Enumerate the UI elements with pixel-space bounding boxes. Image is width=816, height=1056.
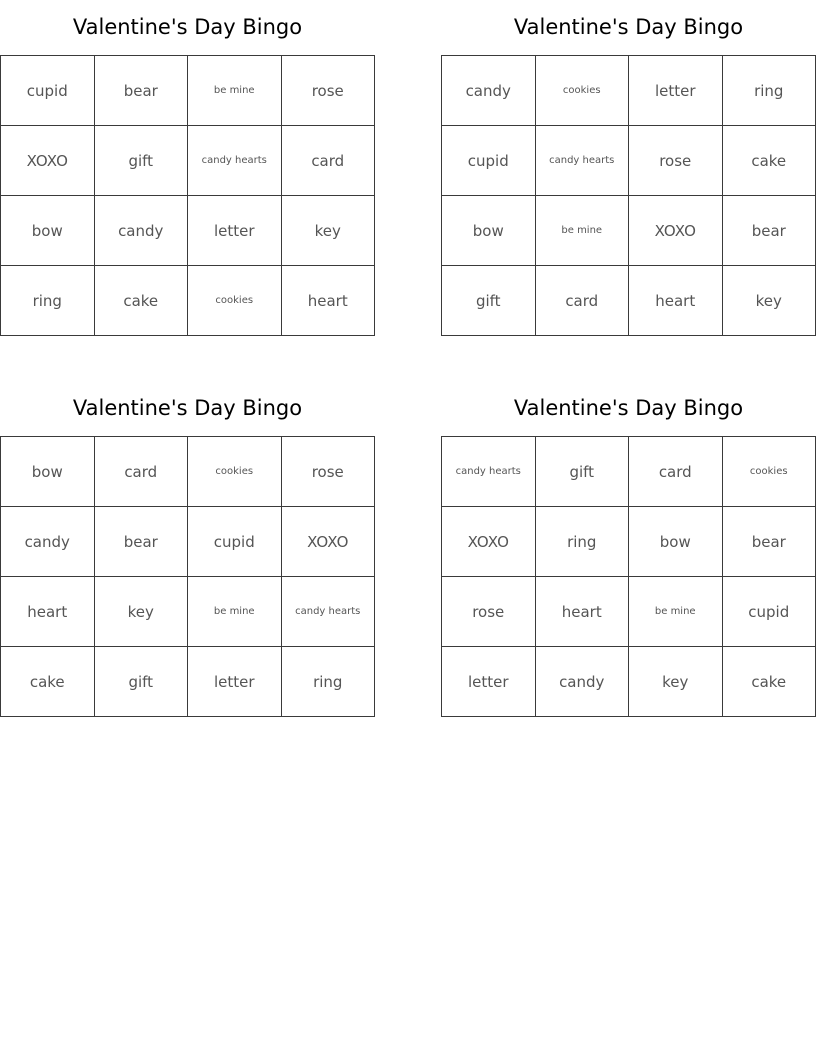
bingo-cell: letter	[629, 56, 723, 126]
bingo-cell: cupid	[723, 577, 816, 647]
bingo-cell: be mine	[188, 577, 282, 647]
bingo-cell: rose	[282, 56, 376, 126]
bingo-cell: key	[629, 647, 723, 717]
bingo-cell: heart	[629, 266, 723, 336]
bingo-cell: be mine	[188, 56, 282, 126]
bingo-cell: card	[282, 126, 376, 196]
bingo-cell: candy	[1, 507, 95, 577]
bingo-cell: candy hearts	[282, 577, 376, 647]
bingo-cell: be mine	[536, 196, 630, 266]
bingo-cell: gift	[536, 437, 630, 507]
bingo-cell: ring	[1, 266, 95, 336]
bingo-cell: XOXO	[629, 196, 723, 266]
bingo-cell: card	[629, 437, 723, 507]
bingo-cell: ring	[282, 647, 376, 717]
bingo-cell: cupid	[1, 56, 95, 126]
bingo-cell: bear	[723, 196, 816, 266]
bingo-card-4	[441, 381, 816, 717]
bingo-grid	[441, 436, 816, 717]
bingo-cell: cake	[723, 126, 816, 196]
bingo-cell: letter	[442, 647, 536, 717]
bingo-cell: rose	[282, 437, 376, 507]
bingo-cell: gift	[95, 126, 189, 196]
bingo-cell: card	[536, 266, 630, 336]
bingo-cell: bow	[442, 196, 536, 266]
bingo-cell: be mine	[629, 577, 723, 647]
bingo-card-3	[0, 381, 375, 717]
bingo-cell: cupid	[442, 126, 536, 196]
bingo-cell: candy hearts	[188, 126, 282, 196]
bingo-grid	[441, 55, 816, 336]
bingo-cell: bear	[723, 507, 816, 577]
card-title: Valentine's Day Bingo	[513, 396, 744, 420]
card-title: Valentine's Day Bingo	[72, 15, 303, 39]
bingo-cell: XOXO	[282, 507, 376, 577]
bingo-cell: ring	[536, 507, 630, 577]
bingo-cell: heart	[1, 577, 95, 647]
bingo-cell: cookies	[536, 56, 630, 126]
bingo-cell: cupid	[188, 507, 282, 577]
bingo-grid	[0, 436, 375, 717]
bingo-cell: cookies	[188, 266, 282, 336]
bingo-cell: gift	[442, 266, 536, 336]
bingo-cell: candy hearts	[442, 437, 536, 507]
bingo-cell: candy	[536, 647, 630, 717]
bingo-cell: bear	[95, 507, 189, 577]
bingo-cell: letter	[188, 647, 282, 717]
bingo-cell: gift	[95, 647, 189, 717]
bingo-cell: rose	[442, 577, 536, 647]
bingo-cell: heart	[536, 577, 630, 647]
bingo-cell: bow	[1, 437, 95, 507]
bingo-grid	[0, 55, 375, 336]
bingo-card-1	[0, 0, 375, 336]
bingo-cell: card	[95, 437, 189, 507]
bingo-cell: candy	[442, 56, 536, 126]
bingo-cell: cake	[1, 647, 95, 717]
bingo-card-2	[441, 0, 816, 336]
bingo-cell: letter	[188, 196, 282, 266]
bingo-cell: candy hearts	[536, 126, 630, 196]
bingo-cell: cake	[723, 647, 816, 717]
card-title: Valentine's Day Bingo	[72, 396, 303, 420]
bingo-cell: key	[282, 196, 376, 266]
bingo-cell: bow	[629, 507, 723, 577]
bingo-cell: heart	[282, 266, 376, 336]
bingo-cell: XOXO	[442, 507, 536, 577]
bingo-cell: bow	[1, 196, 95, 266]
bingo-cell: key	[95, 577, 189, 647]
bingo-cell: bear	[95, 56, 189, 126]
bingo-cell: cookies	[188, 437, 282, 507]
bingo-cell: ring	[723, 56, 816, 126]
card-title: Valentine's Day Bingo	[513, 15, 744, 39]
bingo-cell: key	[723, 266, 816, 336]
bingo-cell: cookies	[723, 437, 816, 507]
bingo-cell: cake	[95, 266, 189, 336]
bingo-cell: rose	[629, 126, 723, 196]
bingo-cell: candy	[95, 196, 189, 266]
bingo-cell: XOXO	[1, 126, 95, 196]
